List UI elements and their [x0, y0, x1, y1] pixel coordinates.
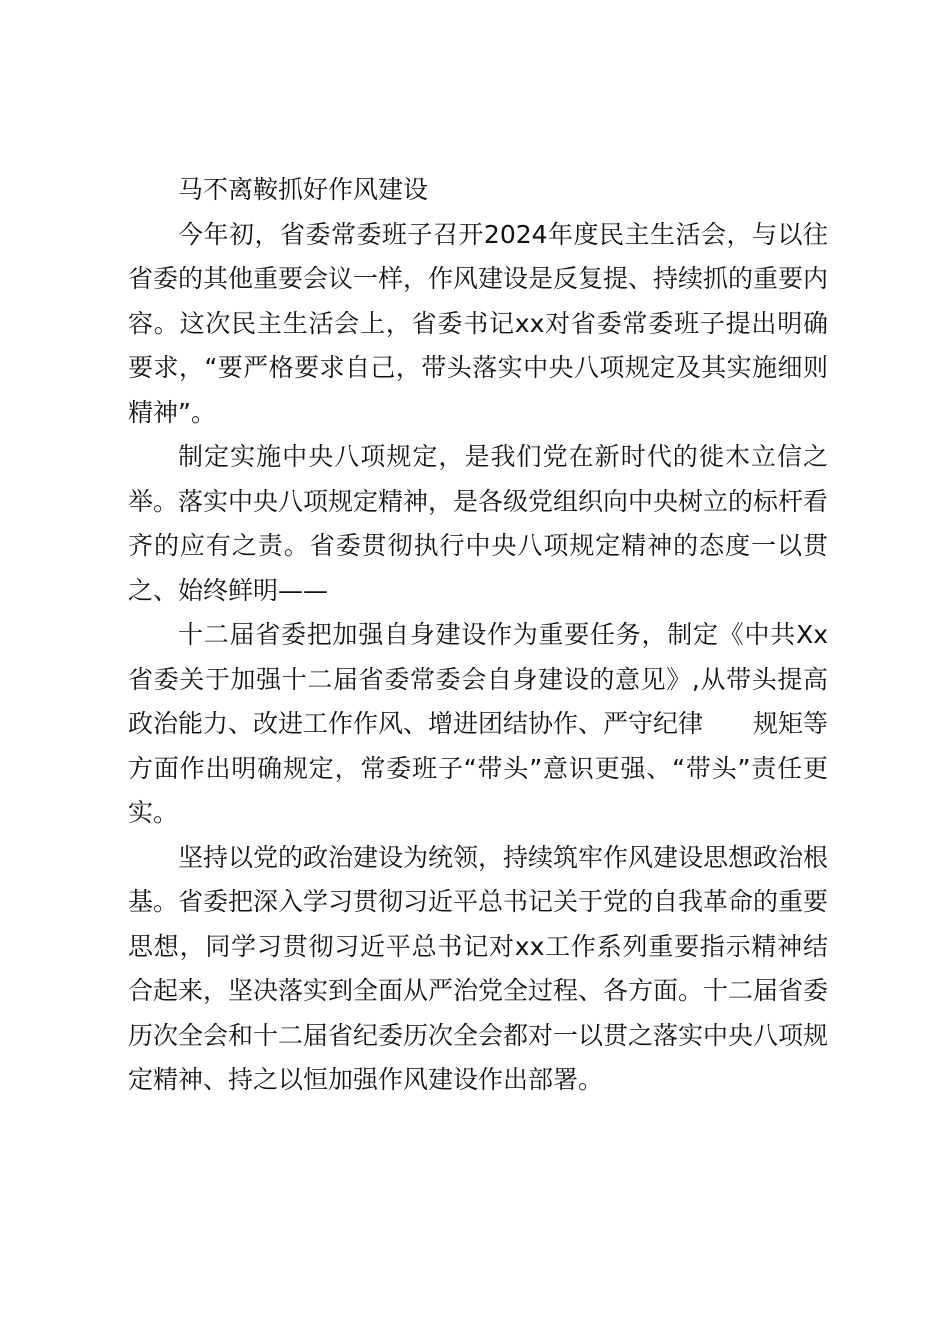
paragraph: 坚持以党的政治建设为统领，持续筑牢作风建设思想政治根基。省委把深入学习贯彻习近平总书记关于党的自我革命的重要思想，同学习贯彻习近平总书记对xx工作系列重要指示精神结合起来，坚决落实到全面从严治党全过程、各方面。十二届省委历次全会和十二届省纪委历次全会都对一以贯之落实中央八项规定精神、持之以恒加强作风建设作出部署。 — [128, 842, 829, 1094]
paragraph: 制定实施中央八项规定，是我们党在新时代的徙木立信之举。落实中央八项规定精神，是各级党组织向中央树立的标杆看齐的应有之责。省委贯彻执行中央八项规定精神的态度一以贯之、始终鲜明—— — [128, 442, 829, 605]
document-title: 马不离鞍抓好作风建设 — [178, 175, 429, 204]
paragraph: 今年初，省委常委班子召开2024年度民主生活会，与以往省委的其他重要会议一样，作风建设是反复提、持续抓的重要内容。这次民主生活会上，省委书记xx对省委常委班子提出明确要求，“要严格要求自己，带头落实中央八项规定及其实施细则精神”。 — [128, 219, 829, 427]
document-body — [128, 168, 828, 1103]
paragraph: 十二届省委把加强自身建设作为重要任务，制定《中共Xx省委关于加强十二届省委常委会自身建设的意见》,从带头提高政治能力、改进工作作风、增进团结协作、严守纪律 规矩等方面作出明确规定，常委班子“带头”意识更强、“带头”责任更实。 — [128, 620, 829, 827]
